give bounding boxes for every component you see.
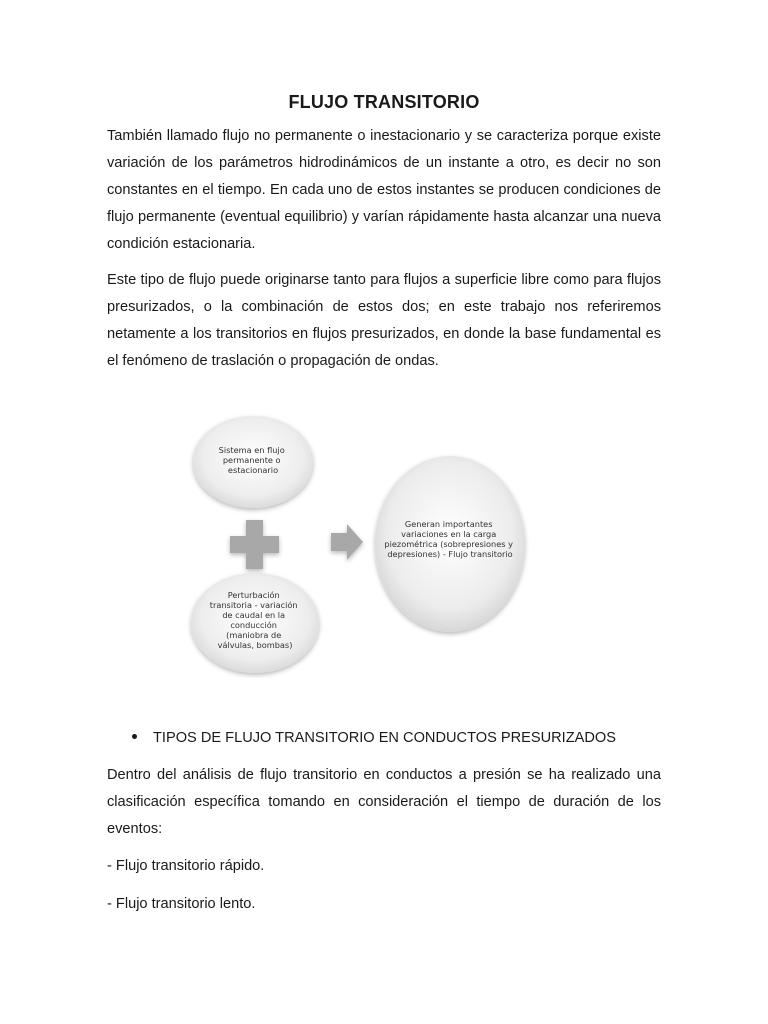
circle-result-line: Generan importantes bbox=[404, 519, 493, 529]
flow-diagram bbox=[185, 408, 585, 678]
circle-disturbance-line: (maniobra de bbox=[226, 630, 282, 640]
list-item-fast: - Flujo transitorio rápido. bbox=[107, 858, 265, 874]
circle-result-line: piezométrica (sobrepresiones y bbox=[384, 539, 513, 549]
circle-disturbance-line: conducción bbox=[230, 620, 277, 630]
circle-steady-state-text bbox=[219, 445, 288, 475]
section-bullet bbox=[132, 727, 616, 749]
bullet-dot-icon bbox=[132, 734, 137, 739]
paragraph-classification: Dentro del análisis de flujo transitorio en conductos a presión se ha realizado una clasificación específica tomando en consideración el tiempo de duración de los eventos: bbox=[107, 767, 661, 837]
list-item-slow: - Flujo transitorio lento. bbox=[107, 896, 256, 912]
circle-disturbance-line: Perturbación bbox=[227, 590, 280, 600]
arrow-right-icon bbox=[331, 524, 363, 560]
paragraph-origin: Este tipo de flujo puede originarse tanto para flujos a superficie libre como para flujos presurizados, o la combinación de estos dos; en este trabajo nos referiremos netamente a los transitorios en flujos presurizados, en donde la base fundamental es el fenómeno de traslación o propagación de ondas. bbox=[107, 272, 661, 369]
circle-steady-state-line: permanente o bbox=[222, 455, 281, 465]
circle-disturbance-line: transitoria - variación bbox=[209, 600, 298, 610]
page-title: FLUJO TRANSITORIO bbox=[288, 92, 480, 112]
circle-steady-state-line: estacionario bbox=[227, 465, 279, 475]
circle-steady-state-line: Sistema en flujo bbox=[218, 445, 285, 455]
plus-icon bbox=[230, 520, 279, 569]
circle-result-line: depresiones) - Flujo transitorio bbox=[387, 549, 513, 559]
section-bullet-text: TIPOS DE FLUJO TRANSITORIO EN CONDUCTOS PRESURIZADOS bbox=[153, 730, 617, 746]
circle-result-line: variaciones en la carga bbox=[401, 529, 497, 539]
paragraph-definition: También llamado flujo no permanente o inestacionario y se caracteriza porque existe variación de los parámetros hidrodinámicos de un instante a otro, es decir no son constantes en el tiempo. En cada uno de estos instantes se producen condiciones de flujo permanente (eventual equilibrio) y varían rápidamente hasta alcanzar una nueva condición estacionaria. bbox=[107, 128, 661, 252]
circle-disturbance-line: válvulas, bombas) bbox=[217, 640, 293, 650]
circle-disturbance-line: de caudal en la bbox=[222, 610, 286, 620]
